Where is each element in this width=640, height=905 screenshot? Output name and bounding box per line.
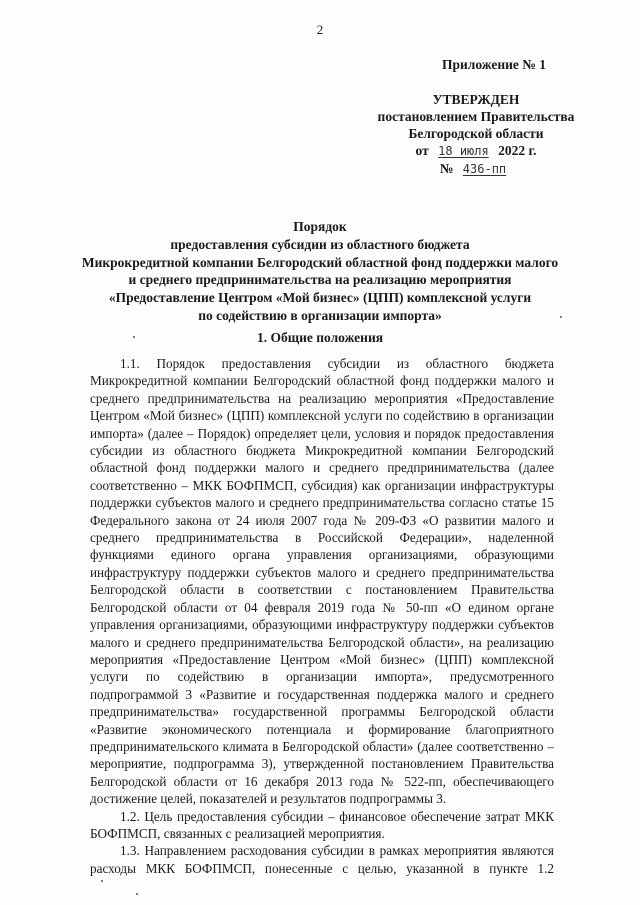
scan-speck [133, 336, 135, 338]
approval-stamp [370, 91, 582, 178]
title-line-5: «Предоставление Центром «Мой бизнес» (ЦПП) комплексной услуги [108, 290, 532, 306]
title-line-4: и среднего предпринимательства на реализацию мероприятия [128, 272, 512, 288]
approved-by-line-1: постановлением Правительства [377, 109, 575, 124]
scan-speck [136, 893, 138, 895]
approved-by-line-2: Белгородской области [408, 126, 544, 141]
paragraph-1-1: 1.1. Порядок предоставления субсидии из областного бюджета Микрокредитной компании Белгородский областной фонд поддержки малого и среднего предпринимательства на реализацию мероприятия «Предоставление Центром «Мой бизнес» (ЦПП) комплексной услуги по содействию в организации импорта» (далее – Порядок) определяет цели, условия и порядок предоставления субсидии из областного бюджета Микрокредитной компании Белгородский областной фонд поддержки малого и среднего предпринимательства (далее соответственно – МКК БОФПМСП, субсидия) как организации инфраструктуры поддержки субъектов малого и среднего предпринимательства согласно статье 15 Федерального закона от 24 июля 2007 года № 209-ФЗ «О развитии малого и среднего предпринимательства в Российской Федерации», наделенной функциями единого органа управления организациями, образующими инфраструктуру поддержки субъектов малого и среднего предпринимательства Белгородской области в соответствии с постановлением Правительства Белгородской области от 04 февраля 2019 года № 50-пп «О едином органе управления организациями, образующими инфраструктуру поддержки субъектов малого и среднего предпринимательства Белгородской области», на реализацию мероприятия «Предоставление Центром «Мой бизнес» (ЦПП) комплексной услуги по содействию в организации импорта», предусмотренного подпрограммой 3 «Развитие и государственная поддержка малого и среднего предпринимательства» государственной программы Белгородской области «Развитие экономического потенциала и формирование благоприятного предпринимательского климата в Белгородской области» (далее соответственно – мероприятие, подпрограмма 3), утвержденной постановлением Правительства Белгородской области от 16 декабря 2013 года № 522-пп, обеспечивающего достижение целей, показателей и результатов подпрограммы 3. [90, 356, 554, 807]
date-prefix: от [415, 143, 429, 158]
number-value: 436-пп [462, 162, 507, 176]
title-line-2: предоставления субсидии из областного бюджета [170, 236, 470, 252]
paragraph-1-2: 1.2. Цель предоставления субсидии – финансовое обеспечение затрат МКК БОФПМСП, связанных с реализацией мероприятия. [90, 808, 554, 841]
approval-number-line [370, 160, 582, 178]
approval-date-line [370, 142, 582, 160]
document-title [60, 218, 580, 325]
scan-speck [560, 316, 562, 318]
paragraph-1-3: 1.3. Направлением расходования субсидии в рамках мероприятия являются расходы МКК БОФПМСП, понесенные с целью, указанной в пункте 1.2 [90, 843, 554, 876]
section-body [90, 355, 554, 877]
scan-speck [101, 880, 103, 882]
approved-heading: УТВЕРЖДЕН [432, 92, 520, 107]
section-heading: 1. Общие положения [256, 330, 384, 345]
title-line-3: Микрокредитной компании Белгородский областной фонд поддержки малого [81, 254, 559, 270]
page-number: 2 [316, 22, 324, 37]
date-year: 2022 г. [498, 143, 537, 158]
title-line-6: по содействию в организации импорта» [198, 307, 442, 323]
number-prefix: № [439, 161, 454, 176]
date-value: 18 июля [438, 144, 489, 158]
appendix-label: Приложение № 1 [442, 57, 546, 72]
title-line-1: Порядок [293, 219, 347, 234]
